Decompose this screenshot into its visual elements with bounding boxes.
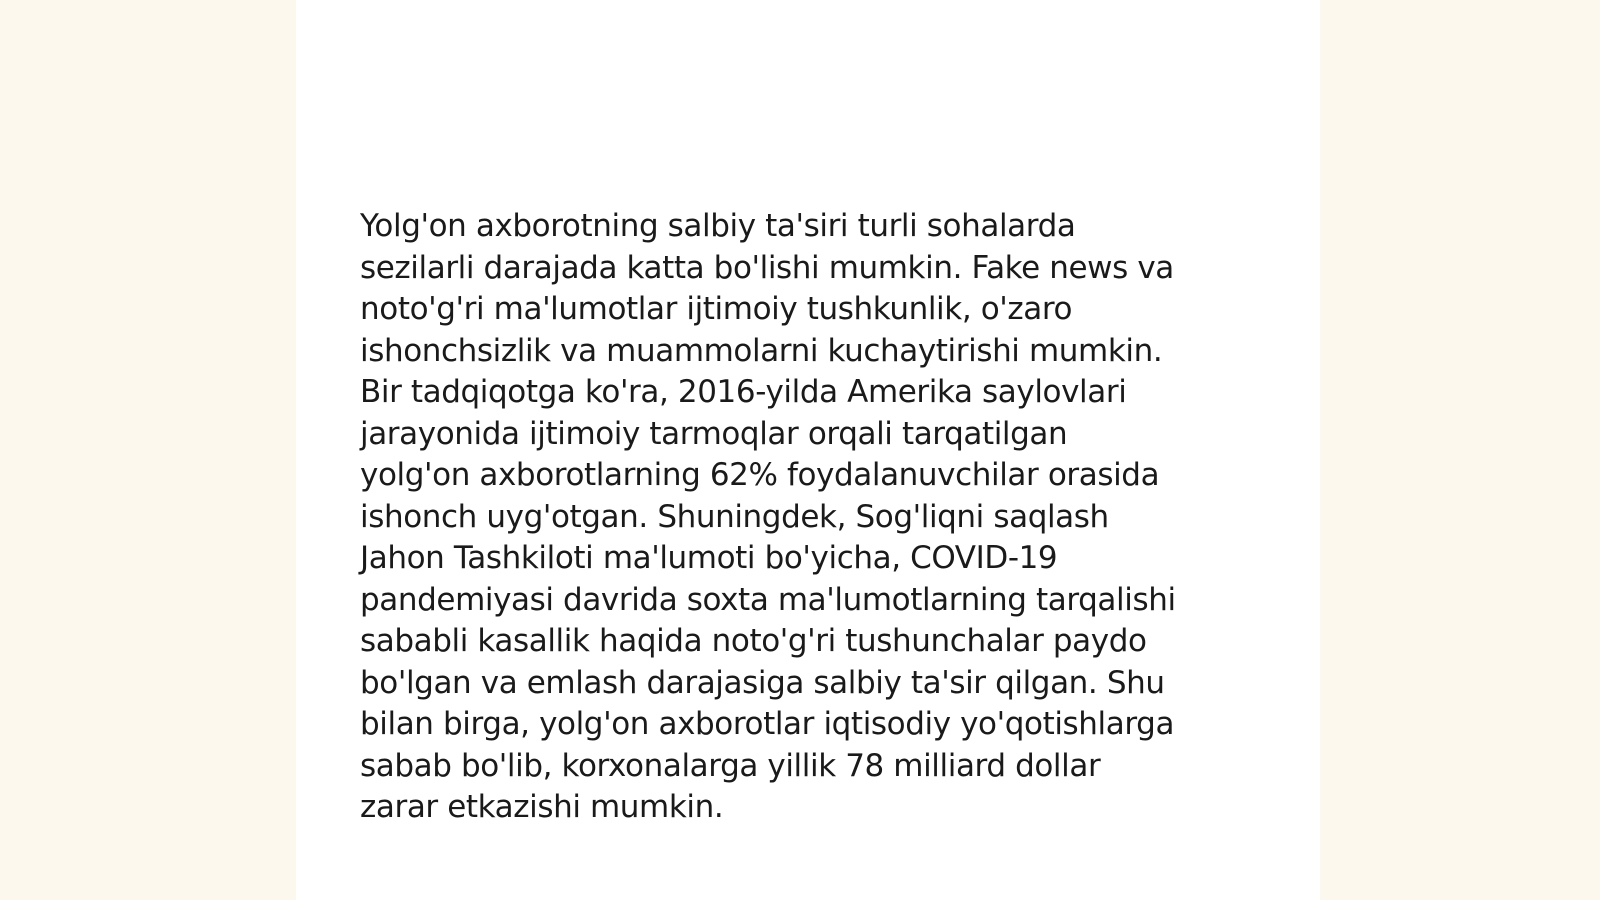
document-page bbox=[296, 0, 1320, 900]
body-paragraph: Yolg'on axborotning salbiy ta'siri turli sohalarda sezilarli darajada katta bo'lishi mumkin. Fake news va noto'g'ri ma'lumotlar ijtimoiy tushkunlik, o'zaro ishonchsizlik va muammolarni kuchaytirishi mumkin. Bir tadqiqotga ko'ra, 2016-yilda Amerika saylovlari jarayonida ijtimoiy tarmoqlar orqali tarqatilgan yolg'on axborotlarning 62% foydalanuvchilar orasida ishonch uyg'otgan. Shuningdek, Sog'liqni saqlash Jahon Tashkiloti ma'lumoti bo'yicha, COVID-19 pandemiyasi davrida soxta ma'lumotlarning tarqalishi sababli kasallik haqida noto'g'ri tushunchalar paydo bo'lgan va emlash darajasiga salbiy ta'sir qilgan. Shu bilan birga, yolg'on axborotlar iqtisodiy yo'qotishlarga sabab bo'lib, korxonalarga yillik 78 milliard dollar zarar etkazishi mumkin. bbox=[360, 208, 1176, 825]
